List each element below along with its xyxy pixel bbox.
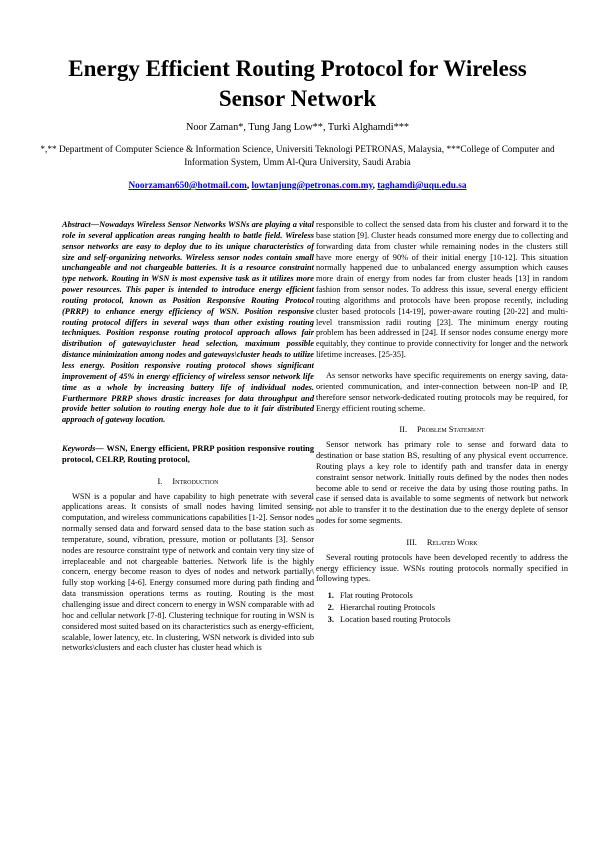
email-line <box>40 180 555 192</box>
section-title: Related Work <box>426 537 478 547</box>
intro-paragraph-2: responsible to collect the sensed data from his cluster and forward it to the base station [9]. Cluster heads consumed more energy due to collecting and forwarding data from cluster while remaining nodes in the clusters still have more energy of 90% of their initial energy [10-12]. This situation normally happened due to unbalanced energy assumption which causes more drain of energy from nodes far from cluster heads [13] in random fashion from sensor nodes. To address this issue, several energy efficient routing algorithms and protocols have been propose recently, including cluster based protocols [14-19], power-aware routing [20-22] and multi-level transmission radii routing [23]. The minimum energy routing problem has been addressed in [24]. If sensor nodes consume energy more equitably, they continue to provide connectivity for longer and the network lifetime increases. [25-35]. <box>316 220 568 360</box>
routing-types-list <box>316 591 568 626</box>
email-link-1[interactable]: Noorzaman650@hotmail.com <box>128 181 247 191</box>
intro-paragraph-1: WSN is a popular and have capability to high penetrate with several applications areas. It consists of small nodes having limited sensing, computation, and wireless communications capabilities [1-2]. Sensor nodes normally sensed data and forward sensed data to the base station such as temperature, sound, vibration, pressure, motion or pollutants [3]. Sensor nodes are resource constraint type of network and contain very tiny size of irreplaceable and not chargeable batteries. Network life is the highly concern, energy become reason to dyes of nodes and network partially\ fully stop working [4-6]. Energy consumed more during path finding and data transmission operations terms as routing. Routing is the most challenging issue and direct concern to energy in WSN comparable with ad hoc and cellular network [7-8]. Clustering technique for routing in WSN is considered most suited based on its characteristics such as energy-efficient, scalable, lower latency, etc. In clustering, WSN network is divided into sub networks\clusters and each cluster has cluster head which is <box>62 491 314 653</box>
section-heading-problem-statement <box>316 425 568 436</box>
abstract: Abstract—Nowadays Wireless Sensor Networks WSNs are playing a vital role in several application areas ranging health to battle field. Wireless sensor networks are easy to deploy due to its unique characteristics of size and self-organizing networks. Wireless sensor nodes contain small unchangeable and not chargeable batteries. It is a resource constraint type network. Routing in WSN is most expensive task as it utilizes more power resources. This paper is intended to introduce energy efficient routing protocol, known as Position Responsive Routing Protocol (PRRP) to enhance energy efficiency of WSN. Position responsive routing protocol differs in several ways than other existing routing techniques. Position response routing protocol approach allows fair distribution of gateway\cluster head selection, maximum possible distance minimization among nodes and gateways\cluster heads to utilize less energy. Position responsive routing protocol shows significant improvement of 45% in energy efficiency of wireless sensor network life time as a whole by increasing battery life of individual nodes. Furthermore PRRP shows drastic increases for data throughput and provide better solution to routing energy hole due to it fair distributed approach of gateway location. <box>62 220 314 425</box>
section-number: III. <box>406 537 417 547</box>
left-column <box>62 220 314 654</box>
section-heading-introduction <box>62 477 314 488</box>
section-number: I. <box>157 476 163 486</box>
section-title: Problem Statement <box>417 425 485 435</box>
keywords-label: Keywords— <box>62 444 107 454</box>
email-separator: , <box>372 181 378 191</box>
section-number: II. <box>399 425 408 435</box>
author-list: Noor Zaman*, Tung Jang Low**, Turki Alghamdi*** <box>185 122 410 133</box>
problem-paragraph: Sensor network has primary role to sense and forward data to destination or base station BS, resulting of any physical event occurrence. Routing plays a key role to identify path and transfer data in energy constraint sensor network. Initially routs defined by the nodes then nodes become able to send or receive the data by using those routing paths. In case if sensed data is available to some segments of network but network not able to transfer it to the destination due to the energy deplete of sensor nodes for some segments. <box>316 440 568 526</box>
list-item: 1. Flat routing Protocols <box>336 591 568 602</box>
section-title: Introduction <box>172 476 219 486</box>
section-heading-related-work <box>316 538 568 549</box>
email-link-3[interactable]: taghamdi@uqu.edu.sa <box>377 181 467 191</box>
related-paragraph: Several routing protocols have been developed recently to address the energy efficiency issue. WSNs routing protocols normally specified in following types. <box>316 552 568 584</box>
intro-paragraph-3: As sensor networks have specific requirements on energy saving, data-oriented communication, and inter-connection between non-IP and IP, therefore sensor network-dedicated routing protocols may be required, for Energy efficient routing scheme. <box>316 370 568 413</box>
affiliation: *,** Department of Computer Science & Information Science, Universiti Teknologi PETRONAS, Malaysia, ***College of Computer and Information System, Umm Al-Qura University, Saudi Arabia <box>40 145 555 168</box>
list-item: 2. Hierarchal routing Protocols <box>336 603 568 614</box>
email-separator: , <box>246 181 252 191</box>
keywords <box>62 444 314 466</box>
list-item: 3. Location based routing Protocols <box>336 615 568 626</box>
right-column <box>316 220 568 627</box>
keywords-text: WSN, Energy efficient, PRRP position responsive routing protocol, CELRP, Routing protocol, <box>62 444 314 464</box>
email-link-2[interactable]: lowtanjung@petronas.com.my <box>251 181 373 191</box>
paper-title: Energy Efficient Routing Protocol for Wireless Sensor Network <box>68 56 527 111</box>
